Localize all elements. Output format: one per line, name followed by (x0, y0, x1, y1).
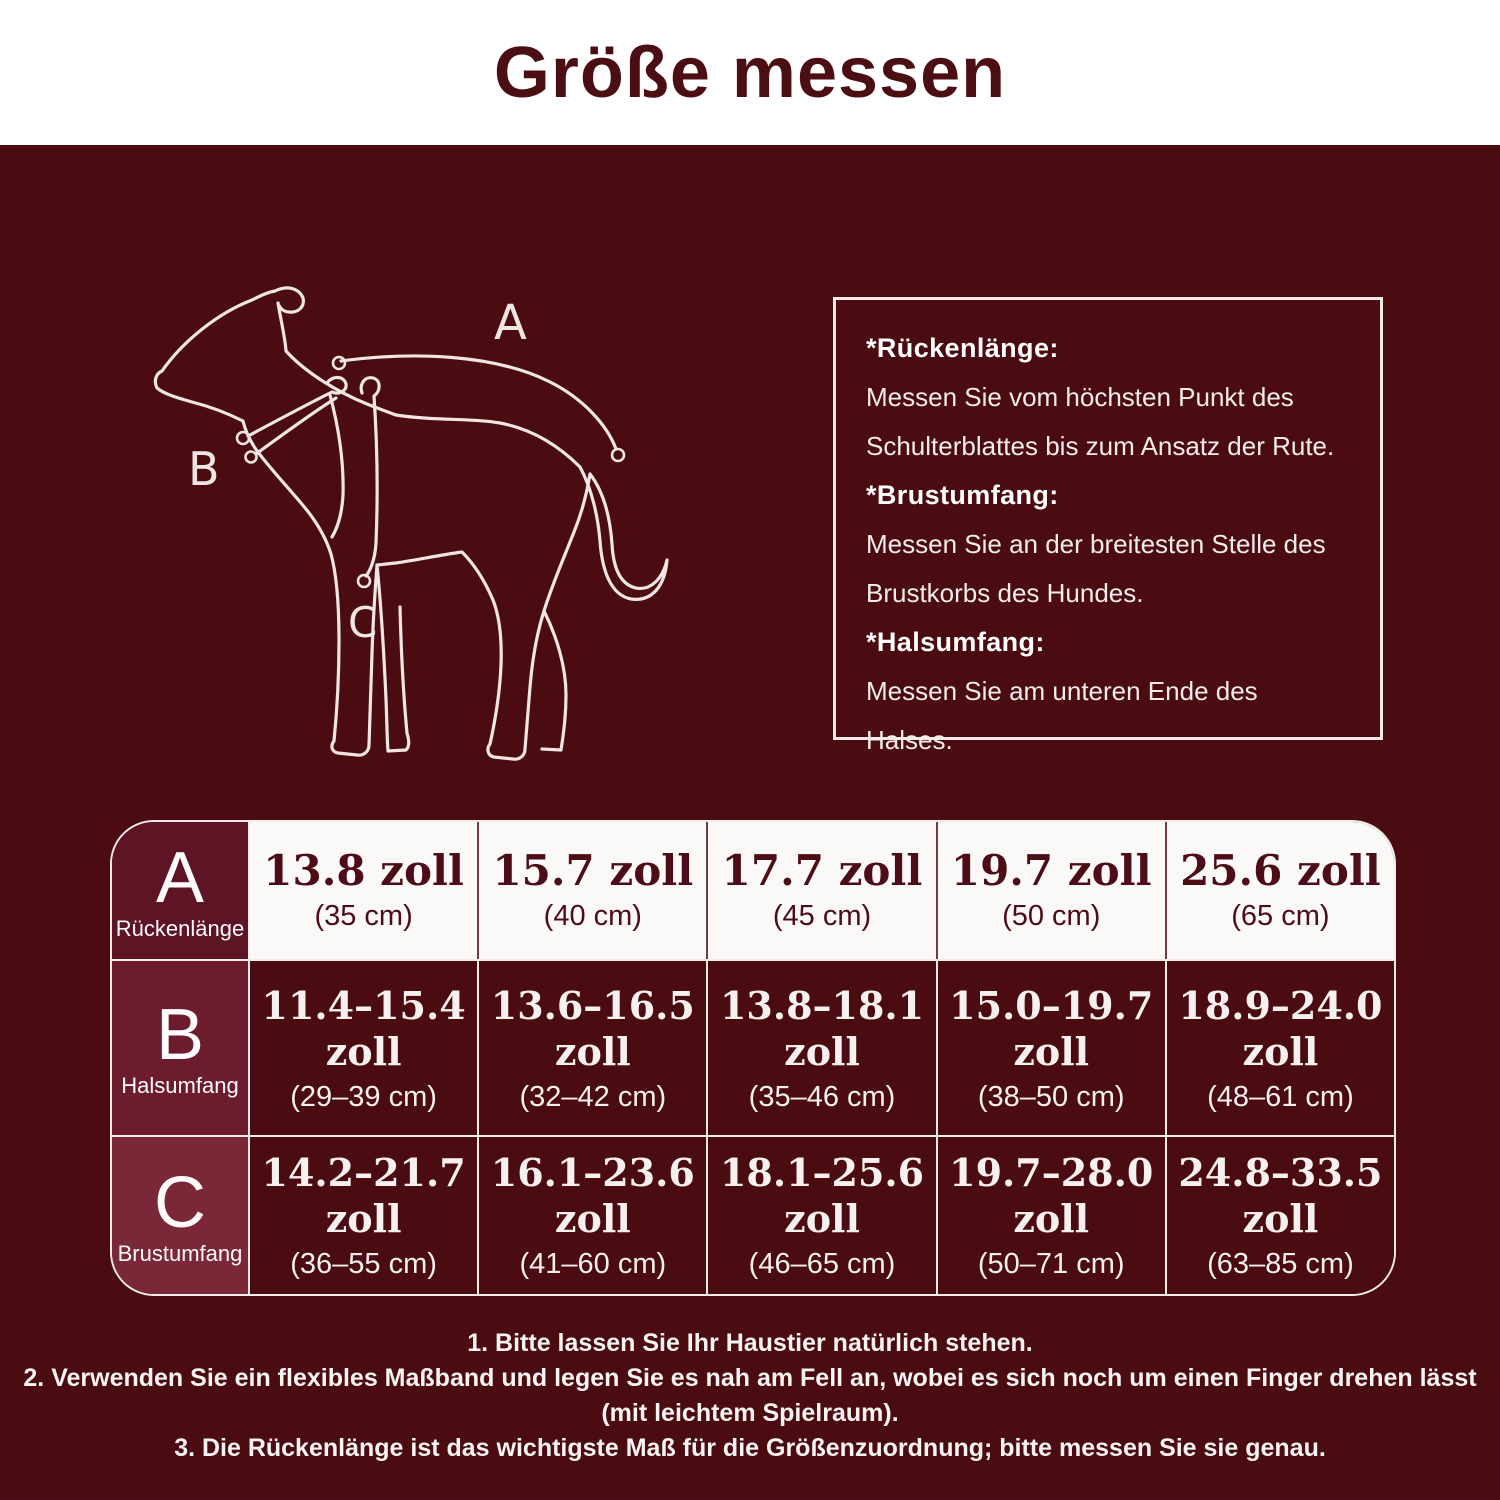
info-body-brustumfang: Messen Sie an der breitesten Stelle des Brustkorbs des Hundes. (866, 529, 1326, 608)
size-cell: 18.1–25.6 zoll (46–65 cm) (706, 1137, 935, 1294)
table-row-c (112, 1135, 1394, 1294)
row-letter: C (154, 1162, 206, 1243)
size-cell: 13.8 zoll (35 cm) (250, 822, 477, 959)
diagram-label-c: C (348, 598, 378, 647)
dog-second-rear-leg (542, 611, 566, 750)
size-cell: 15.7 zoll (40 cm) (477, 822, 706, 959)
size-cell: 18.9–24.0 zoll (48–61 cm) (1165, 961, 1394, 1135)
size-cell: 24.8–33.5 zoll (63–85 cm) (1165, 1137, 1394, 1294)
size-table (110, 820, 1396, 1296)
row-label-c (112, 1137, 250, 1294)
dog-outline (155, 288, 667, 759)
dog-second-front-leg (377, 565, 409, 751)
info-heading-rueckenlaenge: *Rückenlänge: (866, 333, 1059, 363)
diagram-label-b: B (188, 442, 220, 496)
row-measure: Brustumfang (117, 1240, 243, 1266)
size-cell: 16.1–23.6 zoll (41–60 cm) (477, 1137, 706, 1294)
info-heading-halsumfang: *Halsumfang: (866, 627, 1045, 657)
measuring-instructions-box (833, 297, 1383, 755)
measure-a-ring-end (612, 449, 624, 461)
measure-c-ring (358, 575, 370, 587)
size-cell: 17.7 zoll (45 cm) (706, 822, 935, 959)
size-cell: 19.7–28.0 zoll (50–71 cm) (936, 1137, 1165, 1294)
row-label-a (112, 822, 250, 959)
table-row-b (112, 959, 1394, 1135)
harness-chest-strap (330, 395, 343, 537)
info-heading-brustumfang: *Brustumfang: (866, 480, 1059, 510)
note-line-2: 2. Verwenden Sie ein flexibles Maßband und legen Sie es nah am Fell an, wobei es sich noch um einen Finger drehen lässt (23, 1364, 1477, 1392)
info-body-rueckenlaenge: Messen Sie vom höchsten Punkt des Schulterblattes bis zum Ansatz der Rute. (866, 382, 1335, 461)
row-measure: Halsumfang (121, 1073, 239, 1098)
size-cell: 14.2–21.7 zoll (36–55 cm) (250, 1137, 477, 1294)
size-cell: 15.0–19.7 zoll (38–50 cm) (936, 961, 1165, 1135)
info-body-halsumfang: Messen Sie am unteren Ende des Halses. (866, 676, 1258, 755)
page-title: Größe messen (493, 32, 1007, 113)
row-letter: B (155, 995, 205, 1075)
measure-b-ring-1 (237, 432, 249, 444)
row-measure: Rückenlänge (115, 915, 245, 941)
measure-b-ring-2 (246, 452, 257, 463)
size-cell: 13.6–16.5 zoll (32–42 cm) (477, 961, 706, 1135)
measure-a-ring-start (333, 357, 345, 369)
note-line-2-continued: (mit leichtem Spielraum). (601, 1399, 899, 1427)
diagram-label-a: A (494, 295, 527, 351)
size-cell: 11.4–15.4 zoll (29–39 cm) (250, 961, 477, 1135)
table-row-a (112, 822, 1394, 959)
size-cell: 13.8–18.1 zoll (35–46 cm) (706, 961, 935, 1135)
row-letter: A (155, 837, 205, 918)
measure-line-a (341, 356, 616, 449)
size-cell: 25.6 zoll (65 cm) (1165, 822, 1394, 959)
page-header (0, 0, 1500, 145)
measuring-notes (0, 1326, 1500, 1466)
note-line-1: 1. Bitte lassen Sie Ihr Haustier natürlich stehen. (467, 1329, 1033, 1357)
note-line-3: 3. Die Rückenlänge ist das wichtigste Maß für die Größenzuordnung; bitte messen Sie sie genau. (174, 1434, 1326, 1462)
row-label-b (112, 961, 250, 1135)
dog-measurement-diagram (80, 255, 720, 785)
size-cell: 19.7 zoll (50 cm) (936, 822, 1165, 959)
